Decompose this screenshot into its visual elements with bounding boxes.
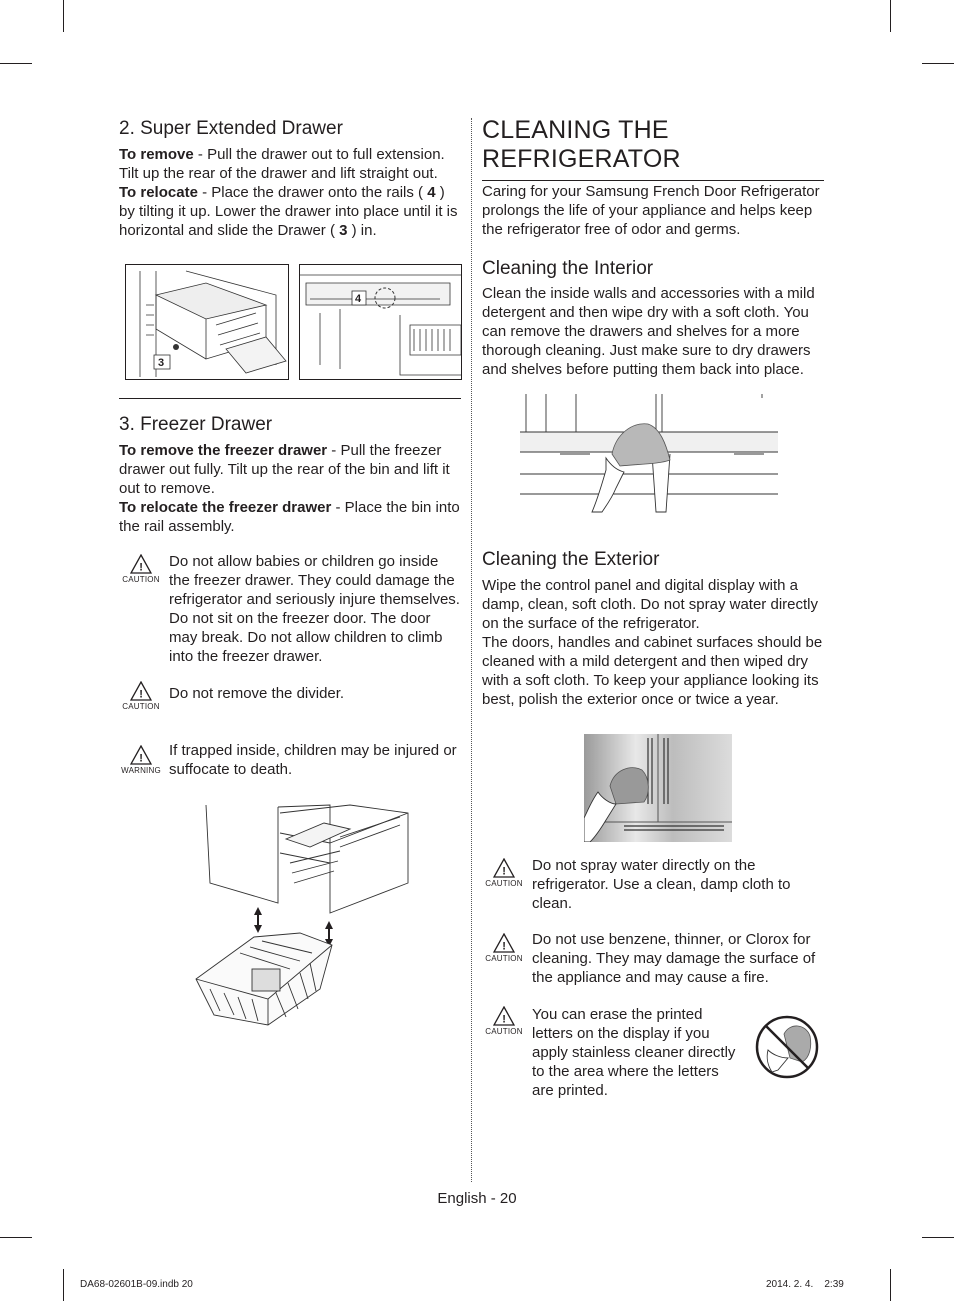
remove-label: To remove <box>119 146 194 163</box>
caution-icon <box>480 933 528 963</box>
svg-text:!: ! <box>502 865 506 878</box>
relocate-freezer-text: - Place the bin into the rail assembly. <box>119 499 460 535</box>
caution-spray-text: Do not spray water directly on the refrigerator. Use a clean, damp cloth to clean. <box>532 857 791 912</box>
caution-children-text: Do not allow babies or children go inside the freezer drawer. They could damage the refrigerator and seriously injure themselves. Do not sit on the freezer door. The door may break. Do not allow children to climb into the freezer drawer. <box>169 553 460 665</box>
caution-label: CAUTION <box>485 954 523 963</box>
section-heading-cleaning-exterior: Cleaning the Exterior <box>482 549 660 570</box>
print-file-name: DA68-02601B-09.indb 20 <box>80 1279 193 1290</box>
crop-mark <box>0 63 32 64</box>
relocate-text: ) in. <box>347 222 377 239</box>
caution-benzene-text: Do not use benzene, thinner, or Clorox for cleaning. They may damage the surface of the appliance and may cause a fire. <box>532 931 816 986</box>
crop-mark <box>890 0 891 32</box>
warning-icon <box>117 745 165 775</box>
page-title <box>482 116 824 181</box>
crop-mark <box>922 63 954 64</box>
exterior-cleaning-illustration <box>584 734 732 842</box>
svg-text:!: ! <box>139 752 143 765</box>
caution-label: CAUTION <box>122 702 160 711</box>
cleaning-interior-text: Clean the inside walls and accessories with a mild detergent and then wipe dry with a soft cloth. You can remove the drawers and shelves for a more thorough cleaning. Just make sure to dry drawers and shelves before putting them back into place. <box>482 285 815 378</box>
drawer-removal-figure <box>125 264 289 380</box>
caution-stainless-cleaner-text: You can erase the printed letters on the display if you apply stainless cleaner directly to the area where the letters are printed. <box>532 1006 736 1099</box>
relocate-freezer-label: To relocate the freezer drawer <box>119 499 332 516</box>
interior-cleaning-illustration <box>520 394 780 516</box>
crop-mark <box>0 1237 32 1238</box>
remove-text: - Pull the drawer out to full extension. Tilt up the rear of the drawer and lift straight out. <box>119 146 445 182</box>
crop-mark <box>922 1237 954 1238</box>
page-title-line2: REFRIGERATOR <box>482 145 681 173</box>
crop-mark <box>63 0 64 32</box>
callout-ref-4: 4 <box>427 184 436 201</box>
caution-icon <box>480 1006 528 1036</box>
section-separator <box>119 398 461 399</box>
no-cleaner-prohibited-icon <box>754 1014 820 1080</box>
caution-icon <box>117 554 165 584</box>
remove-freezer-text: - Pull the freezer drawer out fully. Tilt up the rear of the bin and lift it out to remove. <box>119 442 450 497</box>
page-number: English - 20 <box>437 1190 517 1207</box>
svg-text:!: ! <box>502 1013 506 1026</box>
crop-mark <box>63 1269 64 1301</box>
caution-icon <box>480 858 528 888</box>
caution-label: CAUTION <box>485 879 523 888</box>
crop-mark <box>890 1269 891 1301</box>
cleaning-intro: Caring for your Samsung French Door Refrigerator prolongs the life of your appliance and helps keep the refrigerator free of odor and germs. <box>482 183 820 238</box>
svg-text:!: ! <box>502 940 506 953</box>
caution-divider-text: Do not remove the divider. <box>169 685 345 702</box>
relocate-text: ) by tilting it up. Lower the drawer into place until it is horizontal and slide the Drawer ( <box>119 184 458 239</box>
column-divider <box>471 118 472 1182</box>
section-heading-cleaning-interior: Cleaning the Interior <box>482 258 654 279</box>
super-drawer-instructions <box>119 145 461 240</box>
warning-label: WARNING <box>121 766 161 775</box>
relocate-text: - Place the drawer onto the rails ( <box>197 184 428 201</box>
section-heading-freezer-drawer: 3. Freezer Drawer <box>119 414 273 435</box>
drawer-rails-illustration <box>300 265 461 379</box>
caution-icon <box>117 681 165 711</box>
callout-3: 3 <box>158 357 165 369</box>
freezer-bin-illustration <box>190 803 412 1039</box>
section-heading-super-extended-drawer: 2. Super Extended Drawer <box>119 118 343 139</box>
page-title-line1: CLEANING THE <box>482 116 669 144</box>
callout-ref-3: 3 <box>339 222 348 239</box>
freezer-drawer-instructions <box>119 441 461 536</box>
svg-text:!: ! <box>139 561 143 574</box>
caution-label: CAUTION <box>485 1027 523 1036</box>
print-timestamp: 2014. 2. 4. 2:39 <box>766 1279 844 1290</box>
cleaning-exterior-text <box>482 576 826 709</box>
cleaning-exterior-text-1: Wipe the control panel and digital display with a damp, clean, soft cloth. Do not spray water directly on the surface of the refrigerator. <box>482 577 818 632</box>
drawer-removal-illustration <box>126 265 288 379</box>
relocate-label: To relocate <box>119 184 198 201</box>
caution-label: CAUTION <box>122 575 160 584</box>
svg-text:!: ! <box>139 688 143 701</box>
warning-trapped-text: If trapped inside, children may be injured or suffocate to death. <box>169 742 457 778</box>
drawer-rails-figure <box>299 264 462 380</box>
cleaning-exterior-text-2: The doors, handles and cabinet surfaces should be cleaned with a mild detergent and then wiped dry with a soft cloth. To keep your appliance looking its best, polish the exterior once or twice a year. <box>482 634 823 708</box>
callout-4: 4 <box>355 293 362 305</box>
remove-freezer-label: To remove the freezer drawer <box>119 442 328 459</box>
